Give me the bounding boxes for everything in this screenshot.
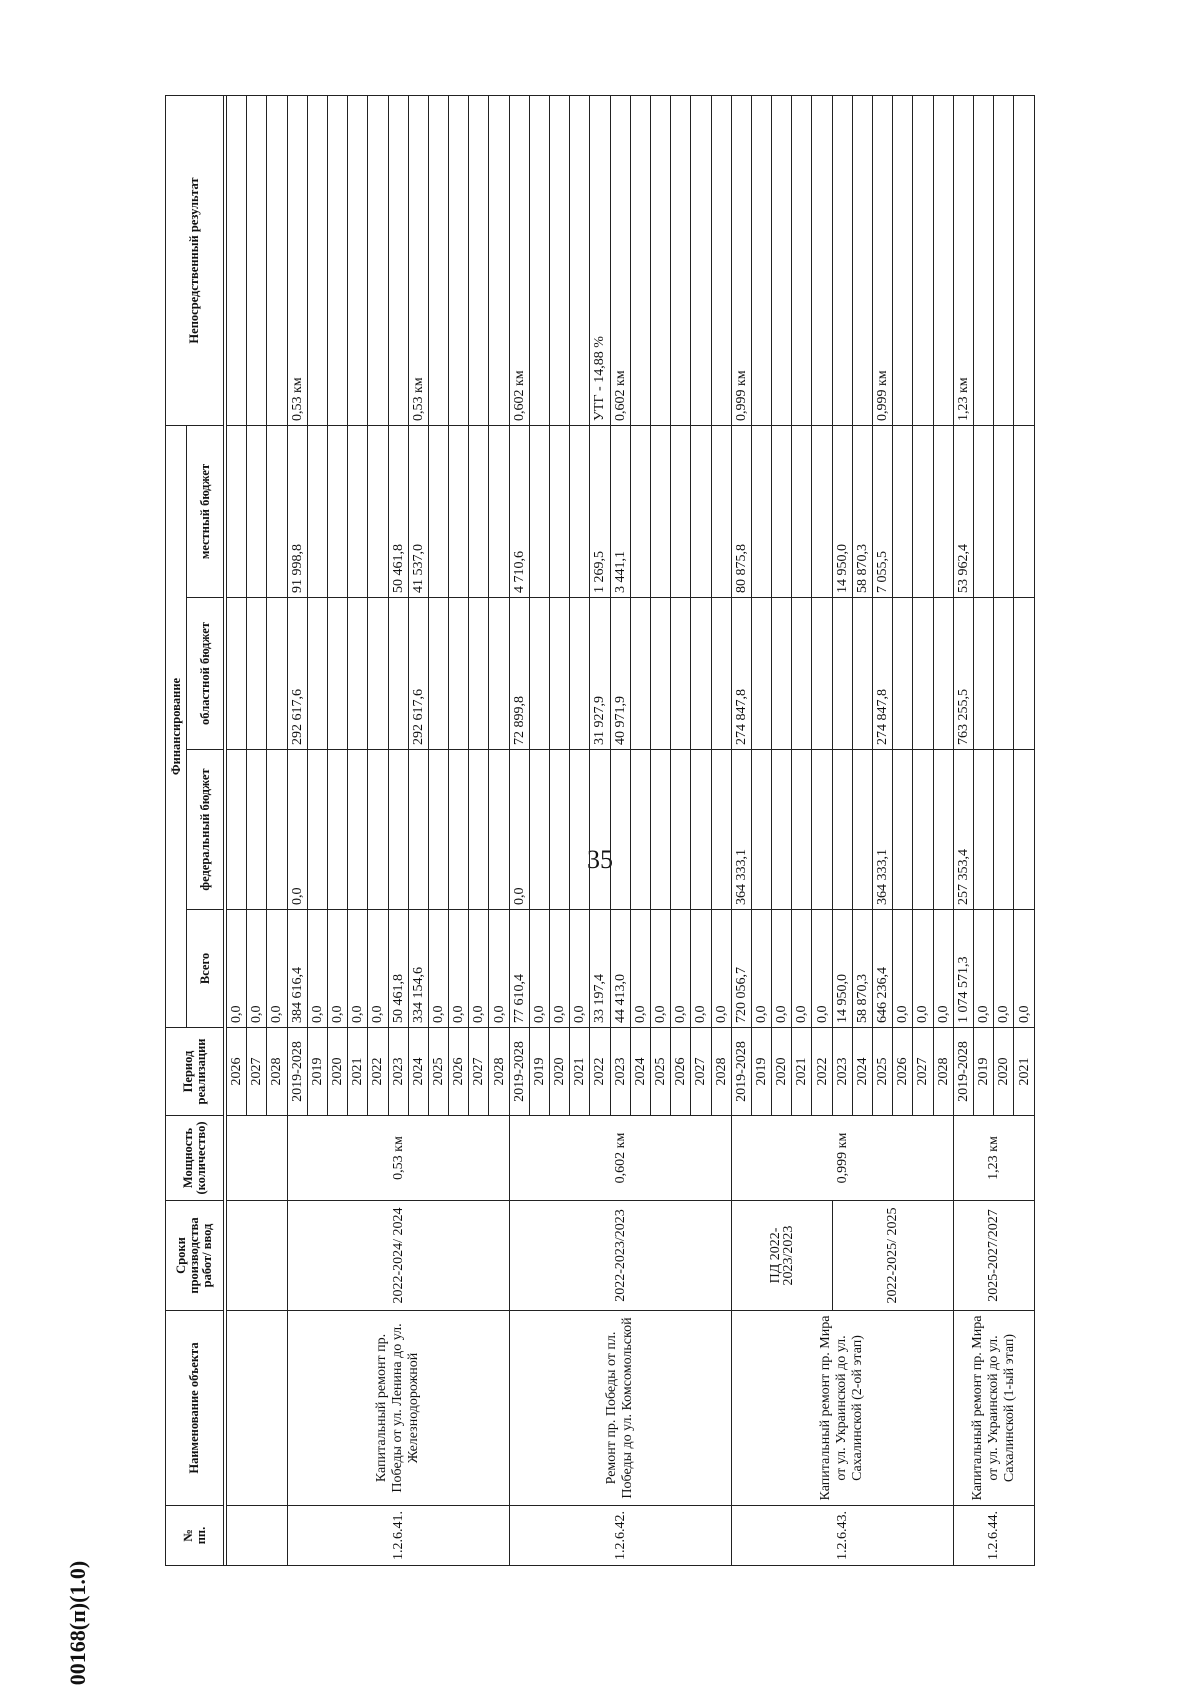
federal-cell	[529, 750, 549, 910]
result-cell	[529, 96, 549, 426]
federal-cell	[610, 750, 630, 910]
local-cell	[973, 426, 993, 598]
result-cell: 0,53 км	[408, 96, 428, 426]
federal-cell	[650, 750, 670, 910]
local-cell	[772, 426, 792, 598]
period-cell: 2028	[489, 1028, 509, 1116]
result-cell	[893, 96, 913, 426]
regional-cell: 274 847,8	[873, 598, 893, 750]
regional-cell	[489, 598, 509, 750]
local-cell: 50 461,8	[388, 426, 408, 598]
header-period: Период реализации	[166, 1028, 224, 1116]
regional-cell	[650, 598, 670, 750]
header-name: Наименование объекта	[166, 1311, 224, 1506]
total-cell: 0,0	[650, 910, 670, 1028]
period-cell: 2021	[792, 1028, 812, 1116]
total-cell: 0,0	[933, 910, 953, 1028]
period-cell: 2020	[550, 1028, 570, 1116]
federal-cell	[711, 750, 731, 910]
federal-cell: 257 353,4	[953, 750, 973, 910]
total-cell: 0,0	[893, 910, 913, 1028]
regional-cell	[550, 598, 570, 750]
federal-cell	[550, 750, 570, 910]
regional-cell	[832, 598, 852, 750]
local-cell	[751, 426, 771, 598]
federal-cell	[1014, 750, 1035, 910]
local-cell: 14 950,0	[832, 426, 852, 598]
regional-cell	[449, 598, 469, 750]
federal-cell	[348, 750, 368, 910]
header-federal: федеральный бюджет	[187, 750, 224, 910]
financing-table	[165, 95, 1035, 1566]
regional-cell	[994, 598, 1014, 750]
federal-cell	[368, 750, 388, 910]
object-terms: 2022-2024/ 2024	[287, 1201, 509, 1311]
result-cell: 0,53 км	[287, 96, 307, 426]
result-cell	[772, 96, 792, 426]
period-cell: 2026	[671, 1028, 691, 1116]
total-cell: 0,0	[267, 910, 287, 1028]
result-cell	[489, 96, 509, 426]
table-row	[227, 96, 247, 1566]
local-cell: 4 710,6	[509, 426, 529, 598]
period-cell: 2027	[691, 1028, 711, 1116]
local-cell	[893, 426, 913, 598]
result-cell: УТГ - 14,88 %	[590, 96, 610, 426]
local-cell	[671, 426, 691, 598]
total-cell: 0,0	[772, 910, 792, 1028]
federal-cell	[388, 750, 408, 910]
header-terms: Сроки производства работ/ ввод	[166, 1201, 224, 1311]
local-cell: 41 537,0	[408, 426, 428, 598]
regional-cell	[388, 598, 408, 750]
capacity-cell	[227, 1116, 288, 1201]
total-cell: 0,0	[469, 910, 489, 1028]
period-cell: 2019-2028	[953, 1028, 973, 1116]
regional-cell	[327, 598, 347, 750]
header-result: Непосредственный результат	[166, 96, 224, 426]
object-number: 1.2.6.44.	[953, 1506, 1034, 1566]
result-cell	[913, 96, 933, 426]
total-cell: 0,0	[327, 910, 347, 1028]
terms-cell	[227, 1201, 288, 1311]
period-cell: 2022	[590, 1028, 610, 1116]
period-cell: 2019-2028	[287, 1028, 307, 1116]
object-capacity: 1,23 км	[953, 1116, 1034, 1201]
period-cell: 2027	[469, 1028, 489, 1116]
total-cell: 646 236,4	[873, 910, 893, 1028]
federal-cell	[671, 750, 691, 910]
result-cell	[671, 96, 691, 426]
period-cell: 2021	[570, 1028, 590, 1116]
total-cell: 0,0	[973, 910, 993, 1028]
federal-cell	[832, 750, 852, 910]
local-cell	[327, 426, 347, 598]
object-number: 1.2.6.42.	[509, 1506, 731, 1566]
period-cell: 2024	[408, 1028, 428, 1116]
regional-cell	[671, 598, 691, 750]
period-cell: 2028	[267, 1028, 287, 1116]
result-cell	[428, 96, 448, 426]
federal-cell	[570, 750, 590, 910]
regional-cell: 72 899,8	[509, 598, 529, 750]
local-cell: 91 998,8	[287, 426, 307, 598]
total-cell: 0,0	[227, 910, 247, 1028]
local-cell	[469, 426, 489, 598]
object-name: Капитальный ремонт пр. Мира от ул. Украинской до ул. Сахалинской (2-ой этап)	[731, 1311, 953, 1506]
header-no: № пп.	[166, 1506, 224, 1566]
regional-cell: 40 971,9	[610, 598, 630, 750]
result-cell	[227, 96, 247, 426]
federal-cell	[428, 750, 448, 910]
local-cell	[267, 426, 287, 598]
local-cell	[792, 426, 812, 598]
regional-cell	[792, 598, 812, 750]
total-cell: 1 074 571,3	[953, 910, 973, 1028]
period-cell: 2025	[428, 1028, 448, 1116]
regional-cell	[227, 598, 247, 750]
federal-cell	[489, 750, 509, 910]
local-cell: 53 962,4	[953, 426, 973, 598]
object-name: Капитальный ремонт пр. Победы от ул. Ленина до ул. Железнодорожной	[287, 1311, 509, 1506]
period-cell: 2023	[610, 1028, 630, 1116]
result-cell	[792, 96, 812, 426]
local-cell	[307, 426, 327, 598]
regional-cell	[570, 598, 590, 750]
regional-cell	[368, 598, 388, 750]
federal-cell: 0,0	[509, 750, 529, 910]
result-cell	[388, 96, 408, 426]
period-cell: 2026	[893, 1028, 913, 1116]
regional-cell	[1014, 598, 1035, 750]
regional-cell	[469, 598, 489, 750]
federal-cell	[913, 750, 933, 910]
regional-cell: 274 847,8	[731, 598, 751, 750]
local-cell: 3 441,1	[610, 426, 630, 598]
object-number: 1.2.6.41.	[287, 1506, 509, 1566]
federal-cell	[973, 750, 993, 910]
federal-cell	[449, 750, 469, 910]
no-cell	[227, 1506, 288, 1566]
total-cell: 0,0	[630, 910, 650, 1028]
period-cell: 2019	[529, 1028, 549, 1116]
federal-cell	[812, 750, 832, 910]
federal-cell	[327, 750, 347, 910]
total-cell: 0,0	[489, 910, 509, 1028]
regional-cell	[852, 598, 872, 750]
result-cell	[570, 96, 590, 426]
federal-cell	[469, 750, 489, 910]
header-regional: областной бюджет	[187, 598, 224, 750]
result-cell	[711, 96, 731, 426]
federal-cell	[893, 750, 913, 910]
regional-cell	[428, 598, 448, 750]
object-capacity: 0,602 км	[509, 1116, 731, 1201]
regional-cell	[933, 598, 953, 750]
regional-cell: 292 617,6	[408, 598, 428, 750]
total-cell: 0,0	[550, 910, 570, 1028]
local-cell	[348, 426, 368, 598]
period-cell: 2022	[812, 1028, 832, 1116]
result-cell	[267, 96, 287, 426]
total-cell: 0,0	[671, 910, 691, 1028]
regional-cell	[247, 598, 267, 750]
total-cell: 0,0	[711, 910, 731, 1028]
total-cell: 50 461,8	[388, 910, 408, 1028]
result-cell: 0,602 км	[509, 96, 529, 426]
federal-cell	[852, 750, 872, 910]
local-cell	[913, 426, 933, 598]
total-cell: 0,0	[348, 910, 368, 1028]
local-cell	[650, 426, 670, 598]
local-cell	[1014, 426, 1035, 598]
header-local: местный бюджет	[187, 426, 224, 598]
regional-cell	[893, 598, 913, 750]
federal-cell	[408, 750, 428, 910]
period-cell: 2026	[227, 1028, 247, 1116]
period-cell: 2028	[933, 1028, 953, 1116]
local-cell	[630, 426, 650, 598]
federal-cell	[267, 750, 287, 910]
local-cell	[227, 426, 247, 598]
object-terms-design: ПД 2022-2023/2023	[731, 1201, 832, 1311]
period-cell: 2024	[630, 1028, 650, 1116]
period-cell: 2028	[711, 1028, 731, 1116]
total-cell: 0,0	[1014, 910, 1035, 1028]
period-cell: 2023	[832, 1028, 852, 1116]
federal-cell: 0,0	[287, 750, 307, 910]
total-cell: 0,0	[812, 910, 832, 1028]
result-cell	[247, 96, 267, 426]
page-number: 35	[587, 845, 613, 874]
result-cell	[973, 96, 993, 426]
result-cell	[852, 96, 872, 426]
regional-cell	[812, 598, 832, 750]
object-capacity: 0,999 км	[731, 1116, 953, 1201]
total-cell: 44 413,0	[610, 910, 630, 1028]
total-cell: 0,0	[994, 910, 1014, 1028]
local-cell	[449, 426, 469, 598]
header-capacity: Мощность (количество)	[166, 1116, 224, 1201]
federal-cell	[247, 750, 267, 910]
total-cell: 0,0	[247, 910, 267, 1028]
result-cell	[812, 96, 832, 426]
total-cell: 0,0	[570, 910, 590, 1028]
period-cell: 2019	[973, 1028, 993, 1116]
header-financing: Финансирование	[166, 426, 187, 1028]
total-cell: 720 056,7	[731, 910, 751, 1028]
federal-cell	[307, 750, 327, 910]
object-terms: 2025-2027/2027	[953, 1201, 1034, 1311]
federal-cell: 364 333,1	[731, 750, 751, 910]
regional-cell	[307, 598, 327, 750]
total-cell: 0,0	[751, 910, 771, 1028]
object-terms: 2022-2023/2023	[509, 1201, 731, 1311]
regional-cell: 31 927,9	[590, 598, 610, 750]
local-cell	[691, 426, 711, 598]
federal-cell	[792, 750, 812, 910]
federal-cell	[630, 750, 650, 910]
result-cell: 0,999 км	[731, 96, 751, 426]
name-cell	[227, 1311, 288, 1506]
local-cell	[368, 426, 388, 598]
period-cell: 2027	[913, 1028, 933, 1116]
period-cell: 2027	[247, 1028, 267, 1116]
regional-cell: 763 255,5	[953, 598, 973, 750]
object-number: 1.2.6.43.	[731, 1506, 953, 1566]
total-cell: 0,0	[691, 910, 711, 1028]
total-cell: 33 197,4	[590, 910, 610, 1028]
total-cell: 0,0	[307, 910, 327, 1028]
total-cell: 384 616,4	[287, 910, 307, 1028]
federal-cell	[994, 750, 1014, 910]
regional-cell	[267, 598, 287, 750]
total-cell: 0,0	[368, 910, 388, 1028]
regional-cell	[630, 598, 650, 750]
total-cell: 0,0	[529, 910, 549, 1028]
local-cell: 1 269,5	[590, 426, 610, 598]
table-row	[509, 96, 529, 1566]
result-cell	[469, 96, 489, 426]
federal-cell	[751, 750, 771, 910]
total-cell: 14 950,0	[832, 910, 852, 1028]
rotated-table-container	[165, 96, 1035, 1566]
total-cell: 334 154,6	[408, 910, 428, 1028]
federal-cell	[772, 750, 792, 910]
local-cell	[933, 426, 953, 598]
period-cell: 2020	[327, 1028, 347, 1116]
federal-cell	[691, 750, 711, 910]
document-code: 00168(п)(1.0)	[65, 1560, 90, 1686]
object-capacity: 0,53 км	[287, 1116, 509, 1201]
period-cell: 2025	[650, 1028, 670, 1116]
local-cell	[529, 426, 549, 598]
total-cell: 58 870,3	[852, 910, 872, 1028]
regional-cell	[751, 598, 771, 750]
object-name: Капитальный ремонт пр. Мира от ул. Украинской до ул. Сахалинской (1-ый этап)	[953, 1311, 1034, 1506]
total-cell: 0,0	[428, 910, 448, 1028]
total-cell: 0,0	[792, 910, 812, 1028]
result-cell	[933, 96, 953, 426]
result-cell	[751, 96, 771, 426]
period-cell: 2020	[772, 1028, 792, 1116]
period-cell: 2026	[449, 1028, 469, 1116]
regional-cell	[348, 598, 368, 750]
header-total: Всего	[187, 910, 224, 1028]
local-cell	[812, 426, 832, 598]
period-cell: 2019-2028	[731, 1028, 751, 1116]
regional-cell	[711, 598, 731, 750]
result-cell	[348, 96, 368, 426]
period-cell: 2022	[368, 1028, 388, 1116]
result-cell	[691, 96, 711, 426]
result-cell: 0,999 км	[873, 96, 893, 426]
result-cell	[994, 96, 1014, 426]
period-cell: 2021	[1014, 1028, 1035, 1116]
result-cell	[630, 96, 650, 426]
local-cell	[247, 426, 267, 598]
object-terms-works: 2022-2025/ 2025	[832, 1201, 953, 1311]
result-cell	[832, 96, 852, 426]
local-cell	[994, 426, 1014, 598]
regional-cell	[772, 598, 792, 750]
local-cell	[489, 426, 509, 598]
local-cell	[570, 426, 590, 598]
federal-cell	[933, 750, 953, 910]
period-cell: 2023	[388, 1028, 408, 1116]
local-cell: 58 870,3	[852, 426, 872, 598]
regional-cell	[691, 598, 711, 750]
local-cell: 7 055,5	[873, 426, 893, 598]
federal-cell	[227, 750, 247, 910]
period-cell: 2020	[994, 1028, 1014, 1116]
result-cell: 0,602 км	[610, 96, 630, 426]
regional-cell: 292 617,6	[287, 598, 307, 750]
total-cell: 0,0	[913, 910, 933, 1028]
regional-cell	[913, 598, 933, 750]
result-cell: 1,23 км	[953, 96, 973, 426]
result-cell	[307, 96, 327, 426]
period-cell: 2025	[873, 1028, 893, 1116]
local-cell	[711, 426, 731, 598]
object-name: Ремонт пр. Победы от пл. Победы до ул. Комсомольской	[509, 1311, 731, 1506]
table-body	[227, 96, 1035, 1566]
regional-cell	[529, 598, 549, 750]
federal-cell: 364 333,1	[873, 750, 893, 910]
header-row-top	[166, 96, 187, 1566]
period-cell: 2024	[852, 1028, 872, 1116]
result-cell	[1014, 96, 1035, 426]
period-cell: 2021	[348, 1028, 368, 1116]
result-cell	[650, 96, 670, 426]
result-cell	[327, 96, 347, 426]
regional-cell	[973, 598, 993, 750]
local-cell	[428, 426, 448, 598]
table-row	[731, 96, 751, 1566]
result-cell	[368, 96, 388, 426]
result-cell	[550, 96, 570, 426]
local-cell: 80 875,8	[731, 426, 751, 598]
federal-cell	[590, 750, 610, 910]
period-cell: 2019	[307, 1028, 327, 1116]
total-cell: 77 610,4	[509, 910, 529, 1028]
local-cell	[550, 426, 570, 598]
table-row	[287, 96, 307, 1566]
period-cell: 2019	[751, 1028, 771, 1116]
total-cell: 0,0	[449, 910, 469, 1028]
period-cell: 2019-2028	[509, 1028, 529, 1116]
result-cell	[449, 96, 469, 426]
table-row	[953, 96, 973, 1566]
